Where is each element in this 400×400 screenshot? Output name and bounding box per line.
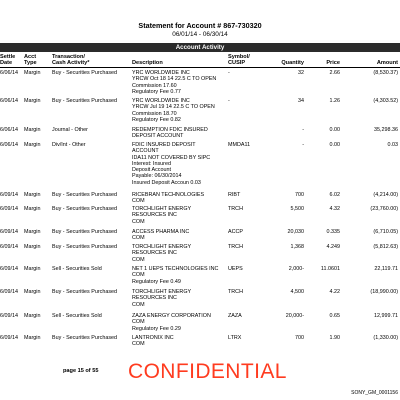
price-cell: 1.26 (329, 98, 340, 104)
column-header-line: CUSIP (228, 60, 246, 67)
transaction-cell: Journal - Other (52, 127, 88, 133)
description-line: DEPOSIT ACCOUNT (132, 133, 184, 140)
transaction-cell: Sell - Securities Sold (52, 266, 102, 272)
column-header-transaction (52, 54, 89, 67)
description-line: Interest: Insured (132, 160, 171, 167)
description-line: Insured Deposit Accoun 0.03 (132, 179, 201, 186)
column-header-line: Cash Activity* (52, 60, 90, 67)
price-cell: 4.22 (329, 289, 340, 295)
price-cell: 11.0601 (320, 266, 340, 272)
column-header-line: Date (0, 60, 13, 67)
acct-type-cell: Margin (24, 313, 41, 319)
description-cell (132, 98, 215, 123)
description-line: TORCHLIGHT ENERGY (132, 289, 192, 295)
description-line: RESOURCES INC (132, 295, 177, 302)
settle-date-cell: 6/09/14 (0, 266, 18, 272)
description-line: RESOURCES INC (132, 212, 177, 219)
symbol-cell: TRCH (228, 244, 243, 250)
description-line: Regulatory Fee 0.49 (132, 278, 181, 285)
settle-date-cell: 6/06/14 (0, 98, 18, 104)
column-header-line: Transaction/ (52, 54, 85, 60)
quantity-cell: 32 (298, 70, 304, 76)
quantity-cell: 2,000- (288, 266, 304, 272)
description-line: COM (132, 341, 145, 348)
description-cell (132, 313, 211, 332)
settle-date-cell: 6/06/14 (0, 142, 18, 148)
description-line: TORCHLIGHT ENERGY (132, 206, 192, 212)
acct-type-cell: Margin (24, 206, 41, 212)
description-line: IDA11 NOT COVERED BY SIPC (132, 154, 211, 161)
column-header-line: Acct (24, 54, 37, 60)
transaction-cell: Buy - Securities Purchased (52, 289, 118, 295)
statement-period: 06/01/14 - 06/30/14 (172, 31, 228, 38)
description-line: Deposit Account (132, 167, 171, 174)
description-line: RESOURCES INC (132, 250, 177, 257)
price-cell: 0.00 (329, 127, 340, 133)
statement-title: Statement for Account # 867-730320 (138, 21, 262, 30)
quantity-cell: - (302, 142, 304, 148)
description-cell (132, 266, 218, 285)
description-line: LANTRONIX INC (132, 335, 174, 341)
quantity-cell: 1,368 (290, 244, 304, 250)
description-line: COM (132, 256, 145, 263)
column-header-line: Type (24, 60, 37, 67)
acct-type-cell: Margin (24, 70, 41, 76)
description-cell (132, 229, 189, 242)
description-cell (132, 70, 216, 95)
symbol-cell: - (228, 70, 230, 76)
symbol-cell: - (228, 98, 230, 104)
description-line: YRCW Oct 18 14 22.5 C TO OPEN (132, 76, 217, 83)
column-header-symbol (228, 54, 250, 67)
description-line: COM (132, 272, 145, 279)
quantity-cell: 20,030 (287, 229, 304, 235)
description-line: Regulatory Fee 0.82 (132, 116, 181, 123)
symbol-cell: MMDA11 (228, 142, 251, 148)
symbol-cell: TRCH (228, 206, 243, 212)
description-line: RICEBRAN TECHNOLOGIES (132, 192, 205, 198)
acct-type-cell: Margin (24, 142, 41, 148)
settle-date-cell: 6/09/14 (0, 206, 18, 212)
description-line: ACCOUNT (132, 148, 159, 155)
symbol-cell: TRCH (228, 289, 243, 295)
description-line: NET 1 UEPS TECHNOLOGIES INC (132, 266, 219, 272)
bates-number: SONY_GM_0001156 (351, 390, 398, 396)
transaction-cell: Buy - Securities Purchased (52, 98, 118, 104)
column-header-line: Settle (0, 54, 16, 60)
description-cell (132, 335, 174, 348)
settle-date-cell: 6/09/14 (0, 192, 18, 198)
description-line: ZAZA ENERGY CORPORATION (132, 313, 211, 319)
section-bar: Account Activity (0, 43, 400, 52)
description-line: Payable: 06/30/2014 (132, 173, 182, 180)
amount-cell: (4,214.00) (373, 192, 398, 198)
acct-type-cell: Margin (24, 289, 41, 295)
description-line: YRC WORLDWIDE INC (132, 70, 190, 76)
description-line: COM (132, 198, 145, 205)
symbol-cell: LTRX (228, 335, 242, 341)
acct-type-cell: Margin (24, 266, 41, 272)
column-header-description: Description (132, 60, 163, 66)
symbol-cell: ZAZA (228, 313, 242, 319)
price-cell: 1.90 (329, 335, 340, 341)
column-header-line: Symbol/ (228, 54, 250, 60)
quantity-cell: 700 (295, 335, 304, 341)
description-line: FDIC INSURED DEPOSIT (132, 142, 196, 148)
amount-cell: (6,710.05) (373, 229, 398, 235)
price-cell: 4.249 (326, 244, 340, 250)
price-cell: 0.00 (329, 142, 340, 148)
quantity-cell: 5,500 (290, 206, 304, 212)
description-cell (132, 244, 191, 263)
description-cell (132, 127, 208, 140)
quantity-cell: - (302, 127, 304, 133)
description-line: Regulatory Fee 0.29 (132, 325, 181, 332)
column-header-settle-date (0, 54, 15, 67)
transaction-cell: Buy - Securities Purchased (52, 229, 118, 235)
description-line: REDEMPTION FDIC INSURED (132, 127, 208, 133)
header-rule (0, 67, 400, 68)
amount-cell: (23,760.00) (370, 206, 398, 212)
amount-cell: 12,999.71 (374, 313, 398, 319)
price-cell: 0.335 (326, 229, 340, 235)
description-line: YRCW Jul 19 14 22.5 C TO OPEN (132, 104, 215, 111)
column-header-quantity: Quantity (281, 60, 304, 66)
transaction-cell: Buy - Securities Purchased (52, 335, 118, 341)
transaction-cell: Sell - Securities Sold (52, 313, 102, 319)
amount-cell: 0.03 (387, 142, 398, 148)
quantity-cell: 4,500 (290, 289, 304, 295)
column-header-price: Price (326, 60, 340, 66)
amount-cell: (5,812.63) (373, 244, 398, 250)
description-cell (132, 142, 210, 186)
transaction-cell: Buy - Securities Purchased (52, 244, 118, 250)
description-line: COM (132, 319, 145, 326)
description-cell (132, 289, 191, 308)
symbol-cell: ACCP (228, 229, 243, 235)
settle-date-cell: 6/09/14 (0, 289, 18, 295)
acct-type-cell: Margin (24, 127, 41, 133)
column-header-amount: Amount (376, 60, 398, 66)
settle-date-cell: 6/09/14 (0, 229, 18, 235)
confidential-stamp: CONFIDENTIAL (128, 360, 287, 383)
quantity-cell: 34 (298, 98, 304, 104)
transaction-cell: Buy - Securities Purchased (52, 70, 118, 76)
description-line: COM (132, 235, 145, 242)
price-cell: 2.66 (329, 70, 340, 76)
description-line: Commission 17.60 (132, 82, 177, 89)
description-cell (132, 206, 191, 225)
settle-date-cell: 6/09/14 (0, 313, 18, 319)
price-cell: 6.02 (329, 192, 340, 198)
symbol-cell: RIBT (228, 192, 241, 198)
amount-cell: (1,330.00) (373, 335, 398, 341)
settle-date-cell: 6/06/14 (0, 127, 18, 133)
symbol-cell: UEPS (228, 266, 243, 272)
acct-type-cell: Margin (24, 244, 41, 250)
settle-date-cell: 6/09/14 (0, 244, 18, 250)
description-line: COM (132, 301, 145, 308)
amount-cell: 22,119.71 (374, 266, 398, 272)
amount-cell: (8,530.37) (373, 70, 398, 76)
description-line: YRC WORLDWIDE INC (132, 98, 190, 104)
settle-date-cell: 6/09/14 (0, 335, 18, 341)
acct-type-cell: Margin (24, 335, 41, 341)
amount-cell: (4,303.52) (373, 98, 398, 104)
transaction-cell: Buy - Securities Purchased (52, 206, 118, 212)
transaction-cell: Div/Int - Other (52, 142, 86, 148)
description-line: Commission 18.70 (132, 110, 177, 117)
description-cell (132, 192, 204, 205)
quantity-cell: 700 (295, 192, 304, 198)
amount-cell: (18,990.00) (370, 289, 398, 295)
description-line: TORCHLIGHT ENERGY (132, 244, 192, 250)
quantity-cell: 20,000- (285, 313, 304, 319)
description-line: COM (132, 218, 145, 225)
description-line: ACCESS PHARMA INC (132, 229, 190, 235)
description-line: Regulatory Fee 0.77 (132, 88, 181, 95)
settle-date-cell: 6/06/14 (0, 70, 18, 76)
price-cell: 0.65 (329, 313, 340, 319)
column-header-acct-type (24, 54, 37, 67)
amount-cell: 35,298.36 (374, 127, 398, 133)
acct-type-cell: Margin (24, 192, 41, 198)
acct-type-cell: Margin (24, 229, 41, 235)
page-number: page 15 of 55 (63, 368, 99, 374)
transaction-cell: Buy - Securities Purchased (52, 192, 118, 198)
acct-type-cell: Margin (24, 98, 41, 104)
price-cell: 4.32 (329, 206, 340, 212)
